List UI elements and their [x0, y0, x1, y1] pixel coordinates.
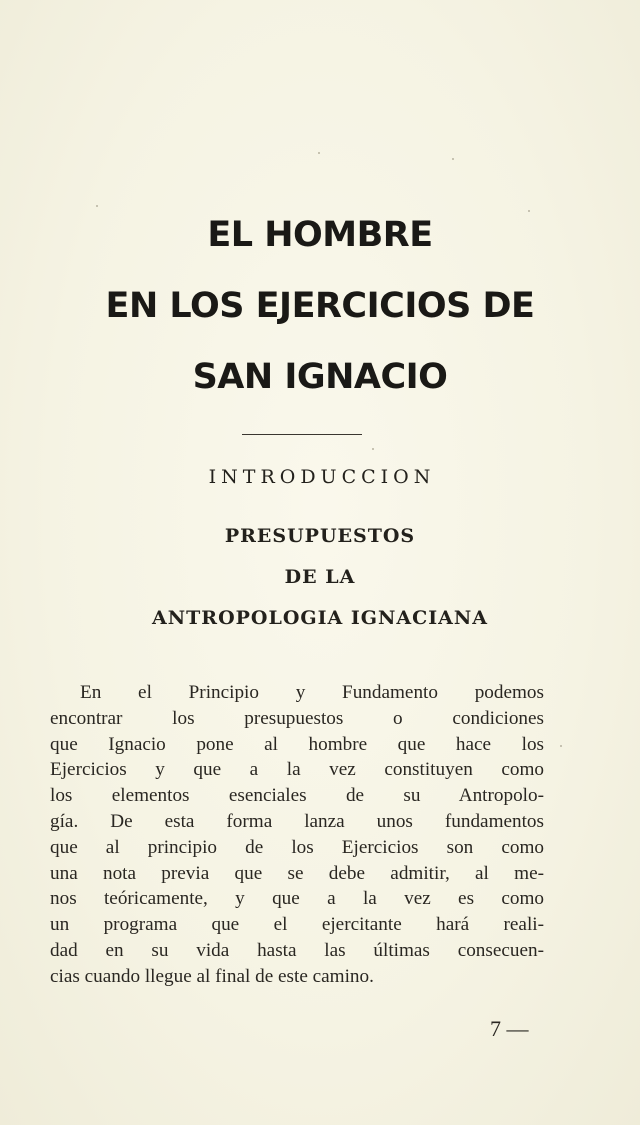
body-line: dad en su vida hasta las últimas consecuen-: [50, 939, 544, 961]
body-line: un programa que el ejercitante hará reali-: [50, 914, 544, 936]
paper-speck: [318, 152, 320, 154]
body-line: En el Principio y Fundamento podemos: [80, 682, 544, 703]
page-number: 7 —: [490, 1016, 529, 1041]
paper-speck: [96, 205, 98, 207]
introduction-heading: INTRODUCCION: [208, 466, 436, 488]
body-line: que Ignacio pone al hombre que hace los: [50, 733, 544, 755]
paper-speck: [528, 210, 530, 212]
body-line: nos teóricamente, y que a la vez es como: [50, 888, 544, 910]
paper-speck: [560, 745, 562, 747]
body-line: Ejercicios y que a la vez constituyen como: [50, 759, 544, 781]
title-line-2: EN LOS EJERCICIOS DE: [105, 286, 535, 326]
body-line: que al principio de los Ejercicios son como: [50, 836, 544, 858]
subtitle-line-2: DE LA: [284, 566, 356, 588]
subtitle-line-1: PRESUPUESTOS: [224, 525, 416, 547]
title-divider: [242, 434, 362, 435]
paper-speck: [452, 158, 454, 160]
body-line: los elementos esenciales de su Antropolo-: [50, 785, 544, 807]
title-line-1: EL HOMBRE: [207, 215, 433, 255]
body-paragraph: [50, 680, 544, 990]
body-line: una nota previa que se debe admitir, al me-: [50, 862, 544, 884]
subtitle-line-3: ANTROPOLOGIA IGNACIANA: [152, 607, 488, 629]
body-line: encontrar los presupuestos o condiciones: [50, 707, 544, 729]
body-line: gía. De esta forma lanza unos fundamentos: [50, 810, 544, 832]
body-line: cias cuando llegue al final de este camino.: [50, 965, 374, 987]
paper-speck: [372, 448, 374, 450]
title-line-3: SAN IGNACIO: [192, 357, 448, 397]
